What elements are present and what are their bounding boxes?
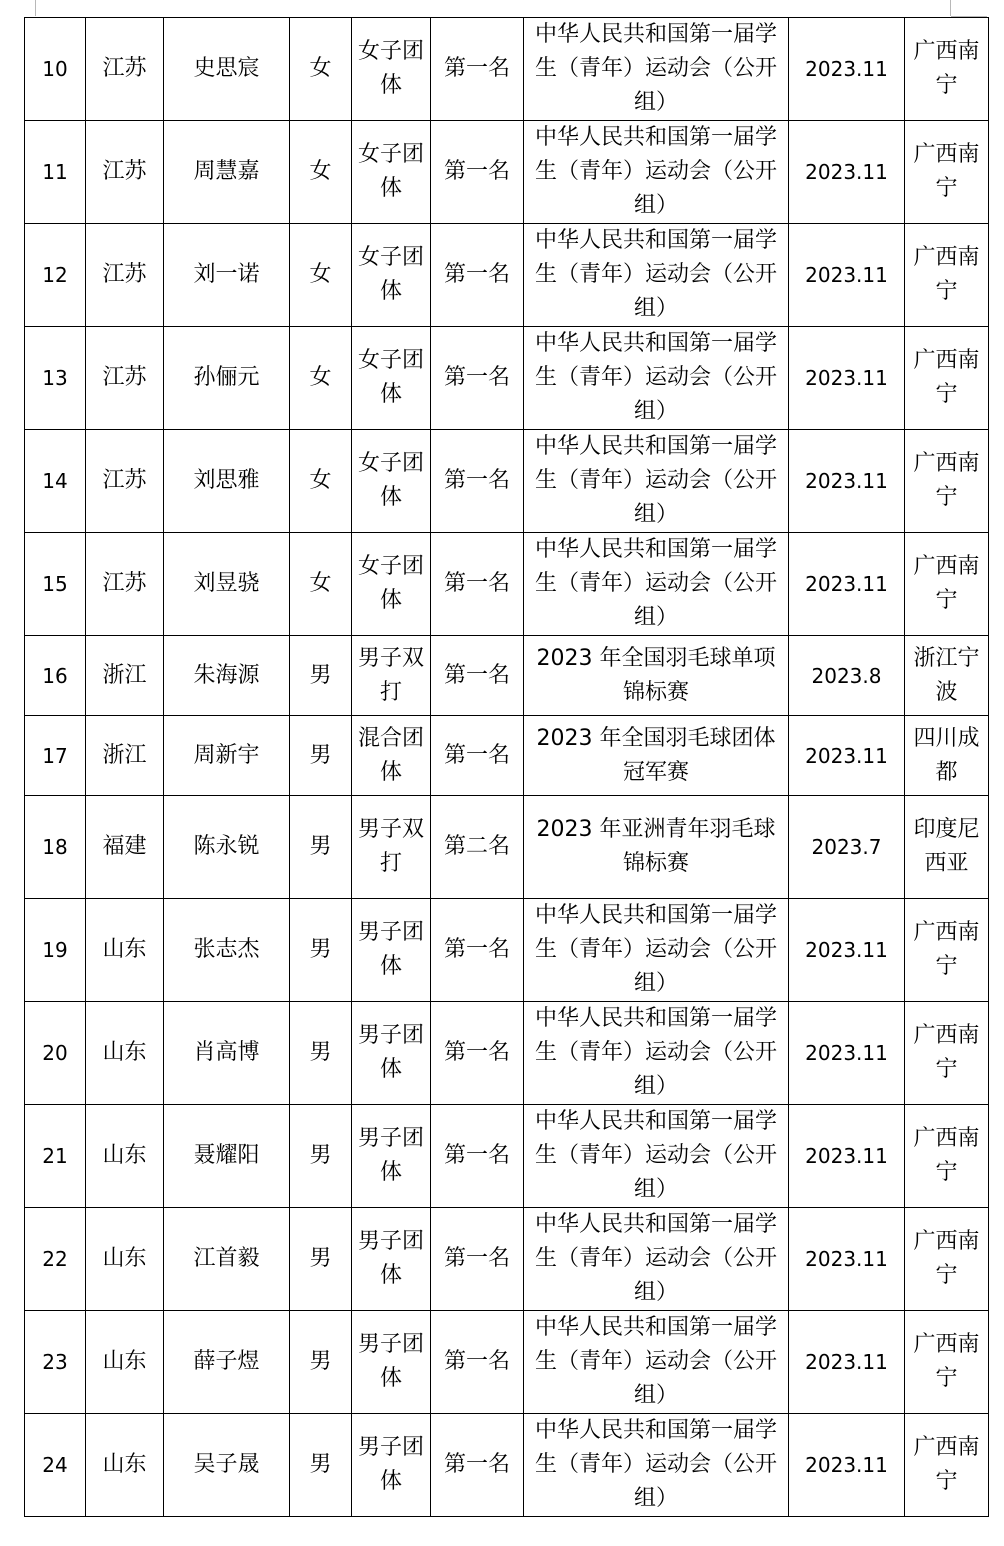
placement-cell: 第一名 (431, 899, 524, 1002)
location-cell: 广西南宁 (905, 224, 989, 327)
athlete-name-cell: 刘一诺 (164, 224, 290, 327)
location-cell: 广西南宁 (905, 327, 989, 430)
placement-cell: 第一名 (431, 636, 524, 716)
placement-cell: 第一名 (431, 224, 524, 327)
competition-cell: 中华人民共和国第一届学生（青年）运动会（公开组） (524, 1414, 789, 1517)
competition-cell: 2023 年全国羽毛球单项锦标赛 (524, 636, 789, 716)
date-cell: 2023.11 (789, 1208, 905, 1311)
gender-cell: 男 (290, 1105, 352, 1208)
gender-cell: 男 (290, 1311, 352, 1414)
event-cell: 女子团体 (352, 18, 431, 121)
location-cell: 四川成都 (905, 716, 989, 796)
competition-cell: 中华人民共和国第一届学生（青年）运动会（公开组） (524, 1105, 789, 1208)
competition-cell: 中华人民共和国第一届学生（青年）运动会（公开组） (524, 899, 789, 1002)
placement-cell: 第二名 (431, 796, 524, 899)
location-cell: 广西南宁 (905, 430, 989, 533)
competition-cell: 中华人民共和国第一届学生（青年）运动会（公开组） (524, 121, 789, 224)
location-cell: 浙江宁波 (905, 636, 989, 716)
gender-cell: 女 (290, 533, 352, 636)
athlete-name-cell: 陈永锐 (164, 796, 290, 899)
row-number: 18 (25, 796, 86, 899)
table-row (25, 1311, 989, 1414)
gender-cell: 女 (290, 430, 352, 533)
table-row (25, 716, 989, 796)
table-row (25, 1105, 989, 1208)
athlete-name-cell: 吴子晟 (164, 1414, 290, 1517)
athlete-name-cell: 周新宇 (164, 716, 290, 796)
event-cell: 女子团体 (352, 430, 431, 533)
table-row (25, 796, 989, 899)
row-number: 16 (25, 636, 86, 716)
table-row (25, 327, 989, 430)
gender-cell: 男 (290, 636, 352, 716)
row-number: 17 (25, 716, 86, 796)
province-cell: 浙江 (86, 716, 164, 796)
location-cell: 广西南宁 (905, 18, 989, 121)
event-cell: 男子团体 (352, 1414, 431, 1517)
province-cell: 江苏 (86, 533, 164, 636)
event-cell: 女子团体 (352, 533, 431, 636)
row-number: 13 (25, 327, 86, 430)
province-cell: 江苏 (86, 430, 164, 533)
placement-cell: 第一名 (431, 1311, 524, 1414)
competition-cell: 2023 年亚洲青年羽毛球锦标赛 (524, 796, 789, 899)
page-corner-mark-left-vertical (35, 0, 36, 16)
athlete-name-cell: 周慧嘉 (164, 121, 290, 224)
gender-cell: 女 (290, 327, 352, 430)
table-row (25, 1414, 989, 1517)
event-cell: 男子双打 (352, 636, 431, 716)
event-cell: 混合团体 (352, 716, 431, 796)
competition-cell: 中华人民共和国第一届学生（青年）运动会（公开组） (524, 533, 789, 636)
location-cell: 广西南宁 (905, 1002, 989, 1105)
date-cell: 2023.11 (789, 1105, 905, 1208)
event-cell: 女子团体 (352, 224, 431, 327)
gender-cell: 男 (290, 796, 352, 899)
gender-cell: 男 (290, 1002, 352, 1105)
award-table (24, 17, 989, 1517)
athlete-name-cell: 史思宸 (164, 18, 290, 121)
date-cell: 2023.11 (789, 899, 905, 1002)
competition-cell: 中华人民共和国第一届学生（青年）运动会（公开组） (524, 430, 789, 533)
gender-cell: 男 (290, 1414, 352, 1517)
placement-cell: 第一名 (431, 327, 524, 430)
location-cell: 广西南宁 (905, 1414, 989, 1517)
placement-cell: 第一名 (431, 1414, 524, 1517)
row-number: 24 (25, 1414, 86, 1517)
row-number: 20 (25, 1002, 86, 1105)
athlete-name-cell: 刘昱骁 (164, 533, 290, 636)
date-cell: 2023.11 (789, 224, 905, 327)
date-cell: 2023.11 (789, 533, 905, 636)
athlete-name-cell: 薛子煜 (164, 1311, 290, 1414)
placement-cell: 第一名 (431, 18, 524, 121)
date-cell: 2023.11 (789, 716, 905, 796)
table-row (25, 533, 989, 636)
table-row (25, 899, 989, 1002)
province-cell: 山东 (86, 899, 164, 1002)
athlete-name-cell: 张志杰 (164, 899, 290, 1002)
row-number: 11 (25, 121, 86, 224)
athlete-name-cell: 孙俪元 (164, 327, 290, 430)
table-row (25, 18, 989, 121)
competition-cell: 中华人民共和国第一届学生（青年）运动会（公开组） (524, 224, 789, 327)
province-cell: 山东 (86, 1002, 164, 1105)
competition-cell: 中华人民共和国第一届学生（青年）运动会（公开组） (524, 1002, 789, 1105)
competition-cell: 中华人民共和国第一届学生（青年）运动会（公开组） (524, 1208, 789, 1311)
placement-cell: 第一名 (431, 533, 524, 636)
row-number: 12 (25, 224, 86, 327)
row-number: 23 (25, 1311, 86, 1414)
placement-cell: 第一名 (431, 1002, 524, 1105)
province-cell: 江苏 (86, 327, 164, 430)
province-cell: 山东 (86, 1208, 164, 1311)
location-cell: 广西南宁 (905, 1311, 989, 1414)
athlete-name-cell: 江首毅 (164, 1208, 290, 1311)
placement-cell: 第一名 (431, 1208, 524, 1311)
event-cell: 男子团体 (352, 1311, 431, 1414)
date-cell: 2023.11 (789, 430, 905, 533)
gender-cell: 男 (290, 899, 352, 1002)
competition-cell: 中华人民共和国第一届学生（青年）运动会（公开组） (524, 327, 789, 430)
province-cell: 山东 (86, 1414, 164, 1517)
placement-cell: 第一名 (431, 121, 524, 224)
placement-cell: 第一名 (431, 1105, 524, 1208)
province-cell: 江苏 (86, 224, 164, 327)
location-cell: 印度尼西亚 (905, 796, 989, 899)
gender-cell: 男 (290, 1208, 352, 1311)
page-corner-mark-right-vertical (950, 0, 951, 16)
row-number: 15 (25, 533, 86, 636)
gender-cell: 女 (290, 224, 352, 327)
event-cell: 男子团体 (352, 1002, 431, 1105)
placement-cell: 第一名 (431, 716, 524, 796)
row-number: 19 (25, 899, 86, 1002)
event-cell: 男子团体 (352, 1208, 431, 1311)
row-number: 14 (25, 430, 86, 533)
competition-cell: 中华人民共和国第一届学生（青年）运动会（公开组） (524, 18, 789, 121)
athlete-name-cell: 肖高博 (164, 1002, 290, 1105)
table-row (25, 121, 989, 224)
athlete-name-cell: 聂耀阳 (164, 1105, 290, 1208)
athlete-name-cell: 刘思雅 (164, 430, 290, 533)
gender-cell: 男 (290, 716, 352, 796)
date-cell: 2023.8 (789, 636, 905, 716)
location-cell: 广西南宁 (905, 533, 989, 636)
gender-cell: 女 (290, 121, 352, 224)
province-cell: 浙江 (86, 636, 164, 716)
province-cell: 江苏 (86, 121, 164, 224)
date-cell: 2023.11 (789, 1414, 905, 1517)
event-cell: 男子团体 (352, 1105, 431, 1208)
row-number: 21 (25, 1105, 86, 1208)
placement-cell: 第一名 (431, 430, 524, 533)
table-row (25, 224, 989, 327)
competition-cell: 2023 年全国羽毛球团体冠军赛 (524, 716, 789, 796)
row-number: 22 (25, 1208, 86, 1311)
table-row (25, 1208, 989, 1311)
table-row (25, 636, 989, 716)
event-cell: 男子双打 (352, 796, 431, 899)
row-number: 10 (25, 18, 86, 121)
table-row (25, 430, 989, 533)
date-cell: 2023.11 (789, 1311, 905, 1414)
date-cell: 2023.11 (789, 121, 905, 224)
province-cell: 江苏 (86, 18, 164, 121)
location-cell: 广西南宁 (905, 121, 989, 224)
competition-cell: 中华人民共和国第一届学生（青年）运动会（公开组） (524, 1311, 789, 1414)
athlete-name-cell: 朱海源 (164, 636, 290, 716)
province-cell: 山东 (86, 1311, 164, 1414)
event-cell: 女子团体 (352, 121, 431, 224)
date-cell: 2023.11 (789, 1002, 905, 1105)
award-table-body (25, 18, 989, 1517)
location-cell: 广西南宁 (905, 899, 989, 1002)
date-cell: 2023.11 (789, 18, 905, 121)
date-cell: 2023.11 (789, 327, 905, 430)
event-cell: 男子团体 (352, 899, 431, 1002)
location-cell: 广西南宁 (905, 1105, 989, 1208)
location-cell: 广西南宁 (905, 1208, 989, 1311)
event-cell: 女子团体 (352, 327, 431, 430)
table-row (25, 1002, 989, 1105)
province-cell: 山东 (86, 1105, 164, 1208)
gender-cell: 女 (290, 18, 352, 121)
date-cell: 2023.7 (789, 796, 905, 899)
province-cell: 福建 (86, 796, 164, 899)
